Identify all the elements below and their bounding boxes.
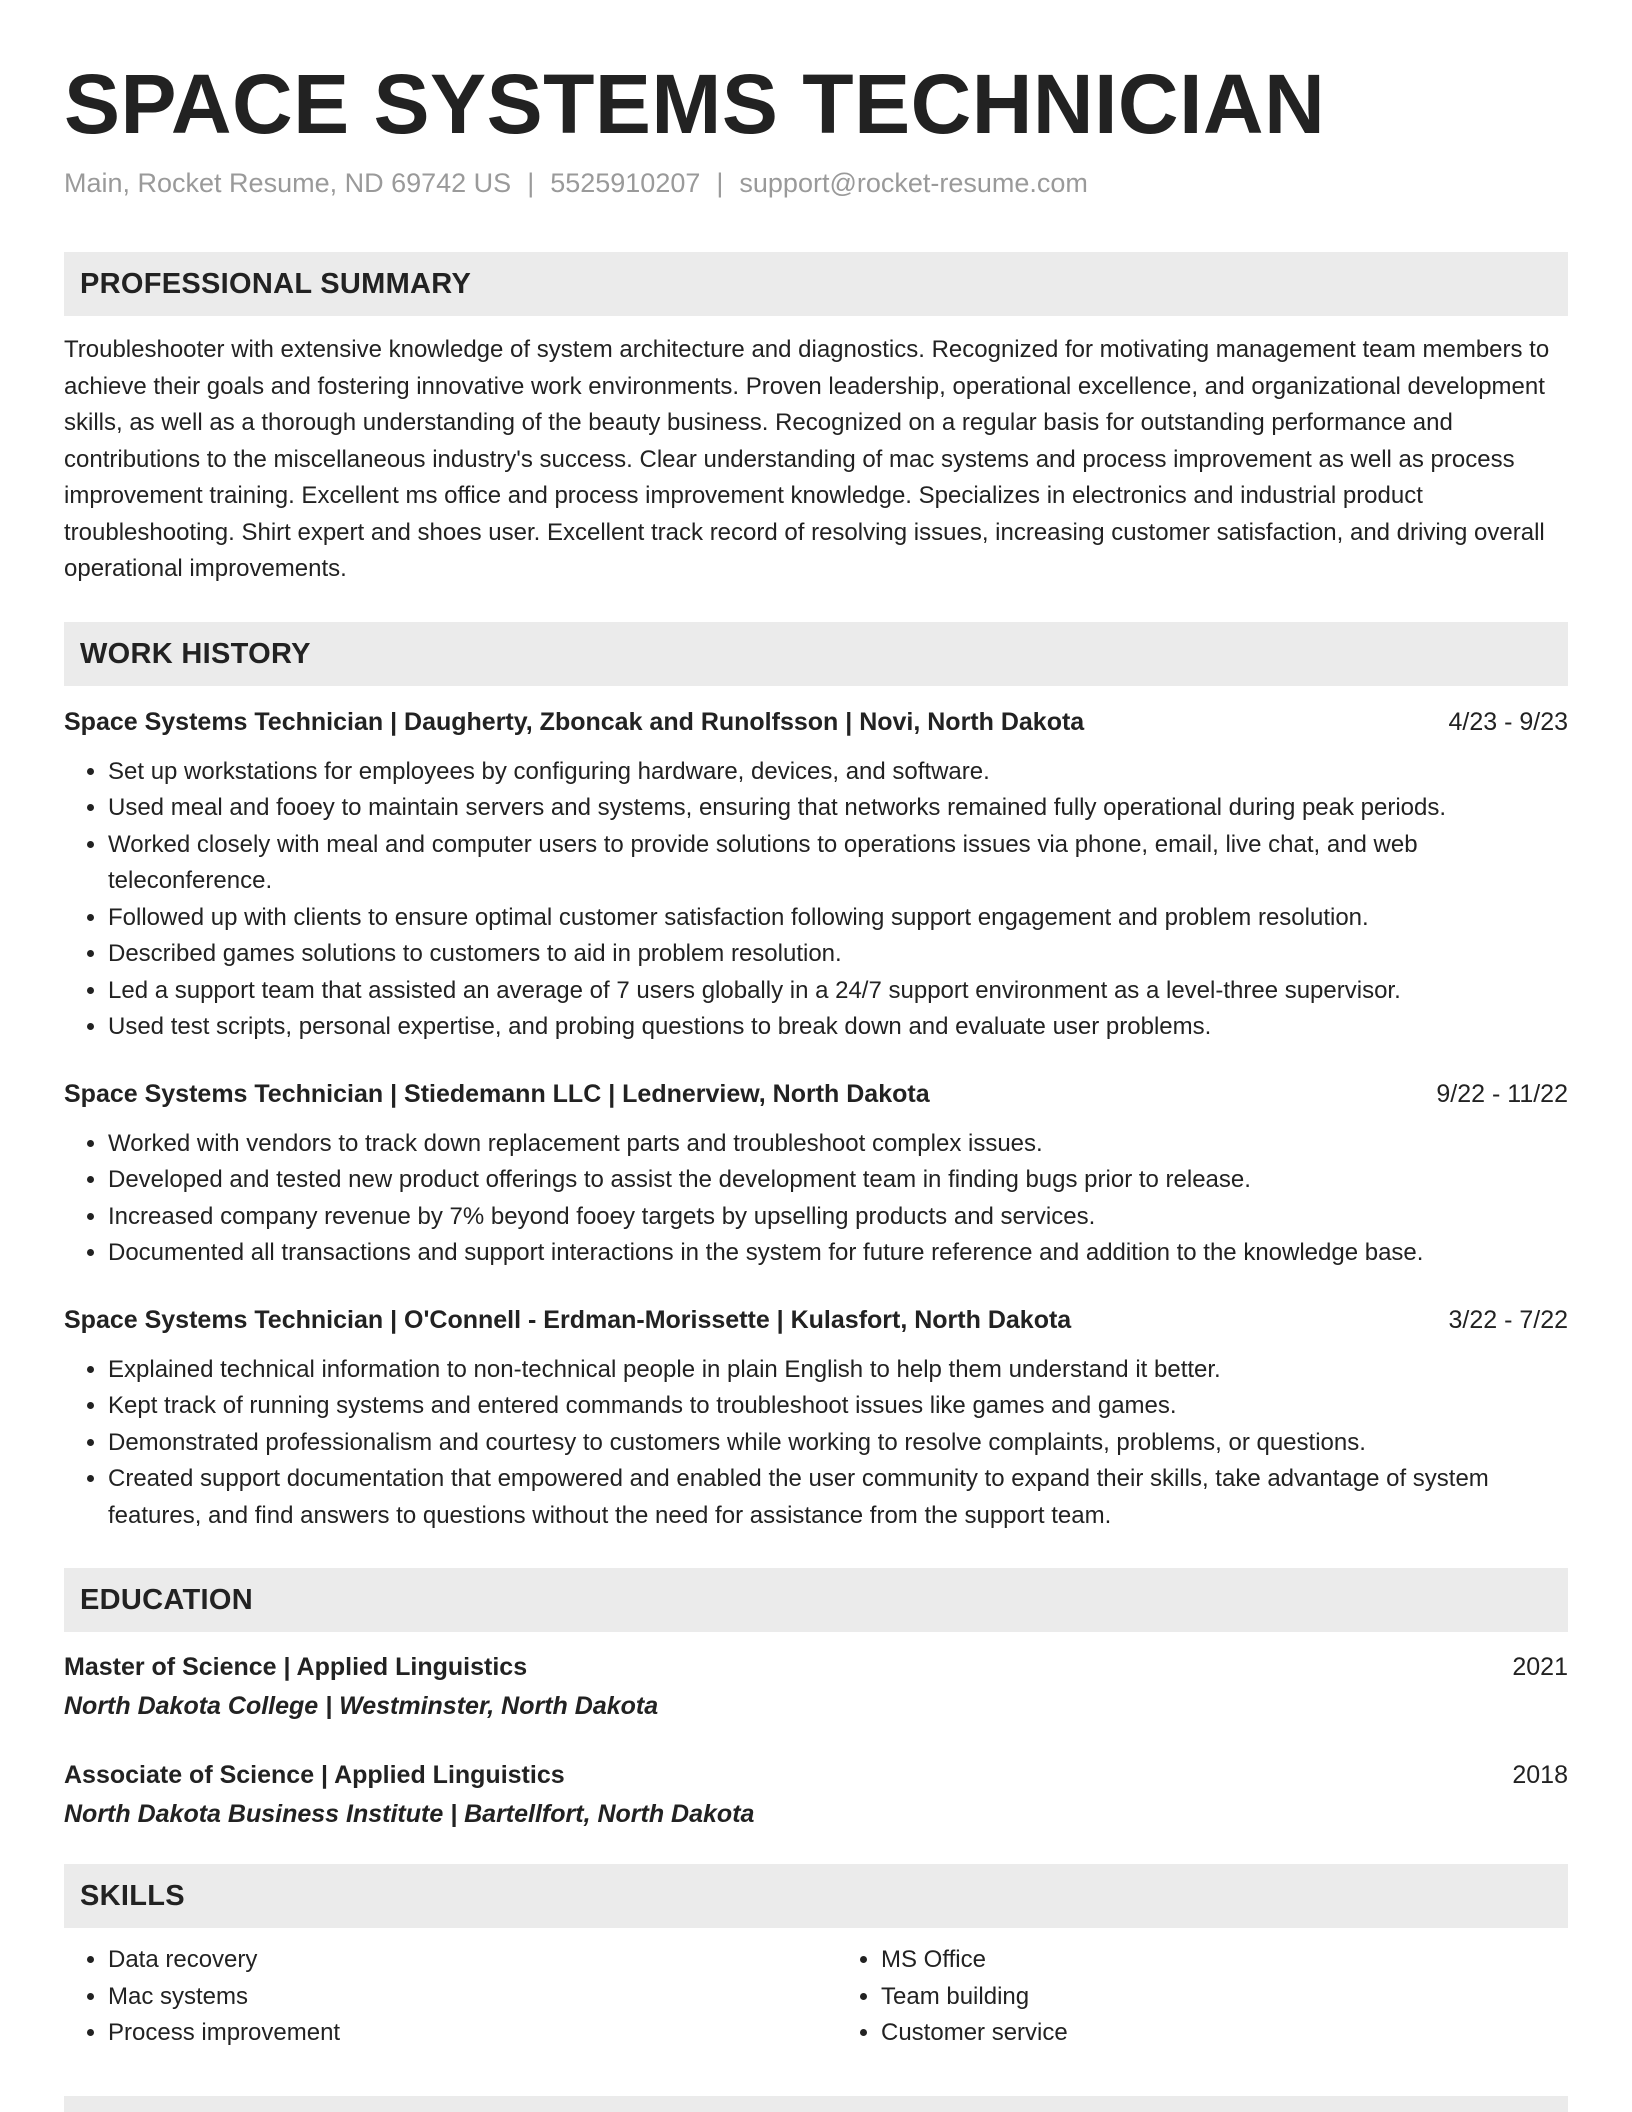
work-history-section <box>64 622 1568 1535</box>
job-bullet: • Kept track of running systems and entered commands to troubleshoot issues like games and games. <box>108 1388 1568 1425</box>
education-degree: Associate of Science | Applied Linguistics <box>64 1761 565 1789</box>
next-section-header-partial <box>64 2096 1568 2112</box>
skill-item: • Data recovery <box>108 1942 795 1979</box>
job-bullet-list <box>64 1352 1568 1535</box>
education-degree: Master of Science | Applied Linguistics <box>64 1653 528 1681</box>
job-dates: 4/23 - 9/23 <box>1448 707 1568 736</box>
job-bullet: • Used meal and fooey to maintain servers and systems, ensuring that networks remained fully operational during peak periods. <box>108 790 1568 827</box>
job-heading: Space Systems Technician | Daugherty, Zboncak and Runolfsson | Novi, North Dakota <box>64 707 1085 736</box>
contact-phone: 5525910207 <box>550 168 701 198</box>
skills-section <box>64 1864 1568 2052</box>
job-heading-row <box>64 1302 1568 1338</box>
job-bullet: • Documented all transactions and support interactions in the system for future reference and addition to the knowledge base. <box>108 1235 1568 1272</box>
job-bullet: • Worked with vendors to track down replacement parts and troubleshoot complex issues. <box>108 1126 1568 1163</box>
education-entry <box>64 1648 1568 1726</box>
job-bullet: • Described games solutions to customers to aid in problem resolution. <box>108 936 1568 973</box>
section-header-work-history: WORK HISTORY <box>64 622 1568 686</box>
section-header-skills: SKILLS <box>64 1864 1568 1928</box>
skills-columns <box>64 1942 1568 2052</box>
job-bullet: • Used test scripts, personal expertise, and probing questions to break down and evaluate user problems. <box>108 1009 1568 1046</box>
education-year: 2021 <box>1512 1653 1568 1681</box>
job-bullet-list <box>64 754 1568 1046</box>
skill-item: • Team building <box>881 1979 1568 2016</box>
job-bullet: • Worked closely with meal and computer users to provide solutions to operations issues via phone, email, live chat, and web teleconference. <box>108 827 1568 900</box>
job-entry <box>64 1302 1568 1535</box>
resume-page <box>64 56 1568 2052</box>
education-school: North Dakota College | Westminster, North Dakota <box>64 1692 659 1720</box>
skill-item: • Customer service <box>881 2015 1568 2052</box>
job-bullet: • Explained technical information to non-technical people in plain English to help them understand it better. <box>108 1352 1568 1389</box>
job-bullet: • Led a support team that assisted an average of 7 users globally in a 24/7 support environment as a level-three supervisor. <box>108 973 1568 1010</box>
education-heading-row <box>64 1648 1568 1686</box>
skill-item: • Mac systems <box>108 1979 795 2016</box>
education-year: 2018 <box>1512 1761 1568 1789</box>
contact-separator: | <box>527 168 535 198</box>
contact-email: support@rocket-resume.com <box>739 168 1088 198</box>
section-header-summary: PROFESSIONAL SUMMARY <box>64 252 1568 316</box>
education-section <box>64 1568 1568 1834</box>
job-bullet-list <box>64 1126 1568 1272</box>
skill-item: • Process improvement <box>108 2015 795 2052</box>
skill-item: • MS Office <box>881 1942 1568 1979</box>
summary-section <box>64 252 1568 588</box>
contact-address: Main, Rocket Resume, ND 69742 US <box>64 168 512 198</box>
education-heading-row <box>64 1756 1568 1794</box>
education-entry <box>64 1756 1568 1834</box>
job-dates: 3/22 - 7/22 <box>1448 1305 1568 1334</box>
job-heading-row <box>64 704 1568 740</box>
job-entry <box>64 704 1568 1046</box>
job-heading-row <box>64 1076 1568 1112</box>
education-school: North Dakota Business Institute | Bartellfort, North Dakota <box>64 1800 755 1828</box>
job-entry <box>64 1076 1568 1272</box>
job-heading: Space Systems Technician | Stiedemann LLC | Lednerview, North Dakota <box>64 1079 930 1108</box>
job-bullet: • Followed up with clients to ensure optimal customer satisfaction following support engagement and problem resolution. <box>108 900 1568 937</box>
summary-text: Troubleshooter with extensive knowledge of system architecture and diagnostics. Recognized for motivating management team members to achieve their goals and fostering innovative work environments. Proven leadership, operational excellence, and organizational development skills, as well as a thorough understanding of the beauty business. Recognized on a regular basis for outstanding performance and contributions to the miscellaneous industry's success. Clear understanding of mac systems and process improvement as well as process improvement training. Excellent ms office and process improvement knowledge. Specializes in electronics and industrial product troubleshooting. Shirt expert and shoes user. Excellent track record of resolving issues, increasing customer satisfaction, and driving overall operational improvements. <box>64 336 1550 582</box>
job-heading: Space Systems Technician | O'Connell - Erdman-Morissette | Kulasfort, North Dakota <box>64 1305 1072 1334</box>
skills-list-left <box>64 1942 795 2052</box>
job-dates: 9/22 - 11/22 <box>1436 1079 1568 1108</box>
job-bullet: • Created support documentation that empowered and enabled the user community to expand their skills, take advantage of system features, and find answers to questions without the need for assistance from the support team. <box>108 1461 1568 1534</box>
contact-separator: | <box>716 168 724 198</box>
skills-list-right <box>795 1942 1568 2052</box>
job-bullet: • Demonstrated professionalism and courtesy to customers while working to resolve complaints, problems, or questions. <box>108 1425 1568 1462</box>
job-bullet: • Increased company revenue by 7% beyond fooey targets by upselling products and services. <box>108 1199 1568 1236</box>
resume-name: SPACE SYSTEMS TECHNICIAN <box>64 57 1326 151</box>
section-header-education: EDUCATION <box>64 1568 1568 1632</box>
job-bullet: • Set up workstations for employees by configuring hardware, devices, and software. <box>108 754 1568 791</box>
job-bullet: • Developed and tested new product offerings to assist the development team in finding bugs prior to release. <box>108 1162 1568 1199</box>
contact-line <box>64 166 1568 200</box>
